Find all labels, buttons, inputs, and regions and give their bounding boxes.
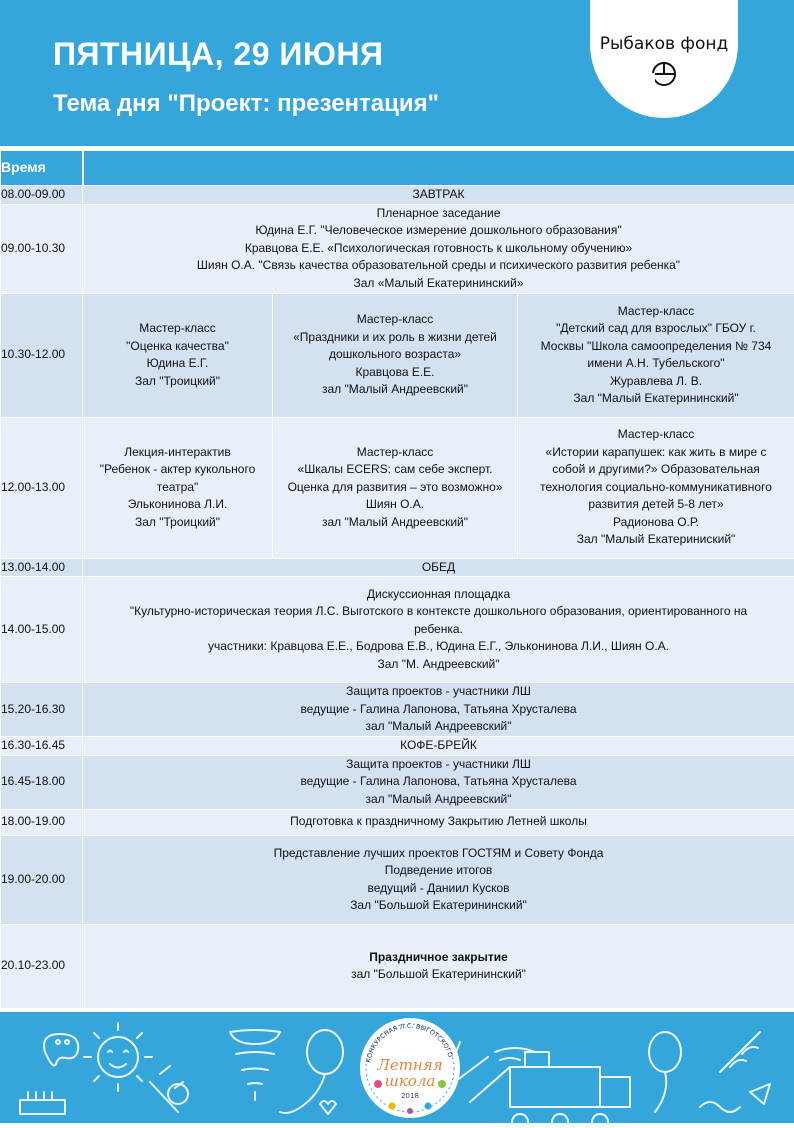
session-line: «Истории карапушек: как жить в мире с <box>518 444 794 462</box>
event-line: Праздничное закрытие <box>83 949 794 967</box>
session-line: Москвы "Школа самоопределения № 734 <box>518 338 794 356</box>
table-header-row <box>1 151 794 186</box>
session-cell <box>83 417 273 558</box>
page-header <box>0 0 794 146</box>
session-line: Кравцова Е.Е. <box>273 364 517 382</box>
session-cell <box>273 417 518 558</box>
table-row <box>1 204 794 293</box>
event-line: Зал "Большой Екатерининский" <box>83 897 794 915</box>
row-time: 10.30-12.00 <box>1 293 83 417</box>
session-line: Мастер-класс <box>518 303 794 321</box>
session-line: Юдина Е.Г. <box>83 355 272 373</box>
session-line: зал "Малый Андреевский" <box>273 514 517 532</box>
session-line: «Шкалы ECERS: сам себе эксперт. <box>273 461 517 479</box>
badge-arc-text: КОНКУРСНАЯ Л.С. ВЫГОТСКОГО <box>364 1022 454 1063</box>
table-row <box>1 577 794 683</box>
event-line: Юдина Е.Г. "Человеческое измерение дошкольного образования" <box>83 222 794 240</box>
event-line: зал "Малый Андреевский" <box>83 718 794 736</box>
row-time: 20.10-23.00 <box>1 924 83 1008</box>
logo-badge <box>590 0 738 118</box>
rybakov-fund-logo-icon <box>650 60 678 88</box>
event-line: зал "Большой Екатерининский" <box>83 966 794 984</box>
session-line: Мастер-класс <box>273 311 517 329</box>
session-line: Шиян О.А. <box>273 496 517 514</box>
session-line: Зал "Троицкий" <box>83 514 272 532</box>
row-event <box>83 737 794 756</box>
session-cell <box>518 293 794 417</box>
row-time: 16.45-18.00 <box>1 755 83 809</box>
row-time: 15.20-16.30 <box>1 683 83 737</box>
table-row <box>1 293 794 417</box>
row-time: 19.00-20.00 <box>1 835 83 924</box>
row-time: 14.00-15.00 <box>1 577 83 683</box>
badge-title-1: Летняя <box>376 1056 442 1074</box>
program-column-header <box>83 151 794 186</box>
day-theme: Тема дня "Проект: презентация" <box>53 90 439 118</box>
event-line: ведущие - Галина Лапонова, Татьяна Хрусталева <box>83 701 794 719</box>
event-line: Защита проектов - участники ЛШ <box>83 683 794 701</box>
summer-school-badge <box>360 1018 460 1118</box>
session-line: "Детский сад для взрослых" ГБОУ г. <box>518 320 794 338</box>
session-line: "Ребенок - актер кукольного <box>83 461 272 479</box>
event-line: Пленарное заседание <box>83 205 794 223</box>
session-line: дошкольного возраста» <box>273 346 517 364</box>
event-line: Дискуссионная площадка <box>83 586 794 604</box>
row-event <box>83 204 794 293</box>
logo-text: Рыбаков фонд <box>590 34 738 54</box>
session-line: Лекция-интерактив <box>83 444 272 462</box>
session-cell <box>518 417 794 558</box>
event-line: Представление лучших проектов ГОСТЯМ и Совету Фонда <box>83 845 794 863</box>
session-cell <box>83 293 273 417</box>
row-event <box>83 683 794 737</box>
row-time: 18.00-19.00 <box>1 809 83 835</box>
row-event <box>83 558 794 577</box>
event-line: участники: Кравцова Е.Е., Бодрова Е.В., Юдина Е.Г., Эльконинова Л.И., Шиян О.А. <box>83 638 794 656</box>
session-line: Мастер-класс <box>83 320 272 338</box>
row-event <box>83 924 794 1008</box>
table-row <box>1 755 794 809</box>
session-line: Зал "Малый Екатериниский" <box>518 531 794 549</box>
row-event <box>83 809 794 835</box>
table-row <box>1 558 794 577</box>
session-line: театра" <box>83 479 272 497</box>
row-event <box>83 577 794 683</box>
row-time: 13.00-14.00 <box>1 558 83 577</box>
row-time: 08.00-09.00 <box>1 186 83 205</box>
session-line: собой и другими?» Образовательная <box>518 461 794 479</box>
event-line: ОБЕД <box>83 559 794 577</box>
session-line: Радионова О.Р. <box>518 514 794 532</box>
session-line: зал "Малый Андреевский" <box>273 381 517 399</box>
row-event <box>83 835 794 924</box>
session-line: Эльконинова Л.И. <box>83 496 272 514</box>
table-row <box>1 737 794 756</box>
event-line: Шиян О.А. "Связь качества образовательной среды и психического развития ребенка" <box>83 257 794 275</box>
session-line: Зал "Малый Екатерининский" <box>518 390 794 408</box>
session-line: развития детей 5-8 лет» <box>518 496 794 514</box>
badge-year: 2018 <box>401 1092 419 1100</box>
event-line: зал "Малый Андреевский" <box>83 791 794 809</box>
table-row <box>1 924 794 1008</box>
session-line: Зал "Троицкий" <box>83 373 272 391</box>
event-line: Подведение итогов <box>83 862 794 880</box>
session-line: "Оценка качества" <box>83 338 272 356</box>
row-time: 16.30-16.45 <box>1 737 83 756</box>
session-line: Оценка для развития – это возможно» <box>273 479 517 497</box>
session-line: технология социально-коммуникативного <box>518 479 794 497</box>
session-line: Мастер-класс <box>273 444 517 462</box>
event-line: Подготовка к праздничному Закрытию Летней школы <box>83 813 794 831</box>
event-line: "Культурно-историческая теория Л.С. Выготского в контексте дошкольного образования, ориентированного на <box>83 603 794 621</box>
event-line: ЗАВТРАК <box>83 186 794 204</box>
event-line: ведущий - Даниил Кусков <box>83 880 794 898</box>
event-line: Защита проектов - участники ЛШ <box>83 756 794 774</box>
time-column-header: Время <box>1 151 83 186</box>
event-line: КОФЕ-БРЕЙК <box>83 737 794 755</box>
row-time: 09.00-10.30 <box>1 204 83 293</box>
table-row <box>1 417 794 558</box>
event-line: ведущие - Галина Лапонова, Татьяна Хрусталева <box>83 773 794 791</box>
session-line: Журавлева Л. В. <box>518 373 794 391</box>
session-cell <box>273 293 518 417</box>
event-line: Зал "М. Андреевский" <box>83 656 794 674</box>
row-event <box>83 186 794 205</box>
session-line: «Праздники и их роль в жизни детей <box>273 329 517 347</box>
session-line: имени А.Н. Тубельского" <box>518 355 794 373</box>
badge-title-2: школа <box>385 1072 436 1090</box>
row-time: 12.00-13.00 <box>1 417 83 558</box>
table-row <box>1 683 794 737</box>
table-row <box>1 835 794 924</box>
decorative-footer <box>0 1012 794 1123</box>
table-row <box>1 186 794 205</box>
kids-doodles-illustration <box>0 1012 794 1123</box>
table-row <box>1 809 794 835</box>
day-title: ПЯТНИЦА, 29 ИЮНЯ <box>53 36 384 73</box>
schedule-table <box>0 150 794 1009</box>
event-line: Зал «Малый Екатерининский» <box>83 275 794 293</box>
event-line: Кравцова Е.Е. «Психологическая готовность к школьному обучению» <box>83 240 794 258</box>
row-event <box>83 755 794 809</box>
event-line: ребенка. <box>83 621 794 639</box>
session-line: Мастер-класс <box>518 426 794 444</box>
